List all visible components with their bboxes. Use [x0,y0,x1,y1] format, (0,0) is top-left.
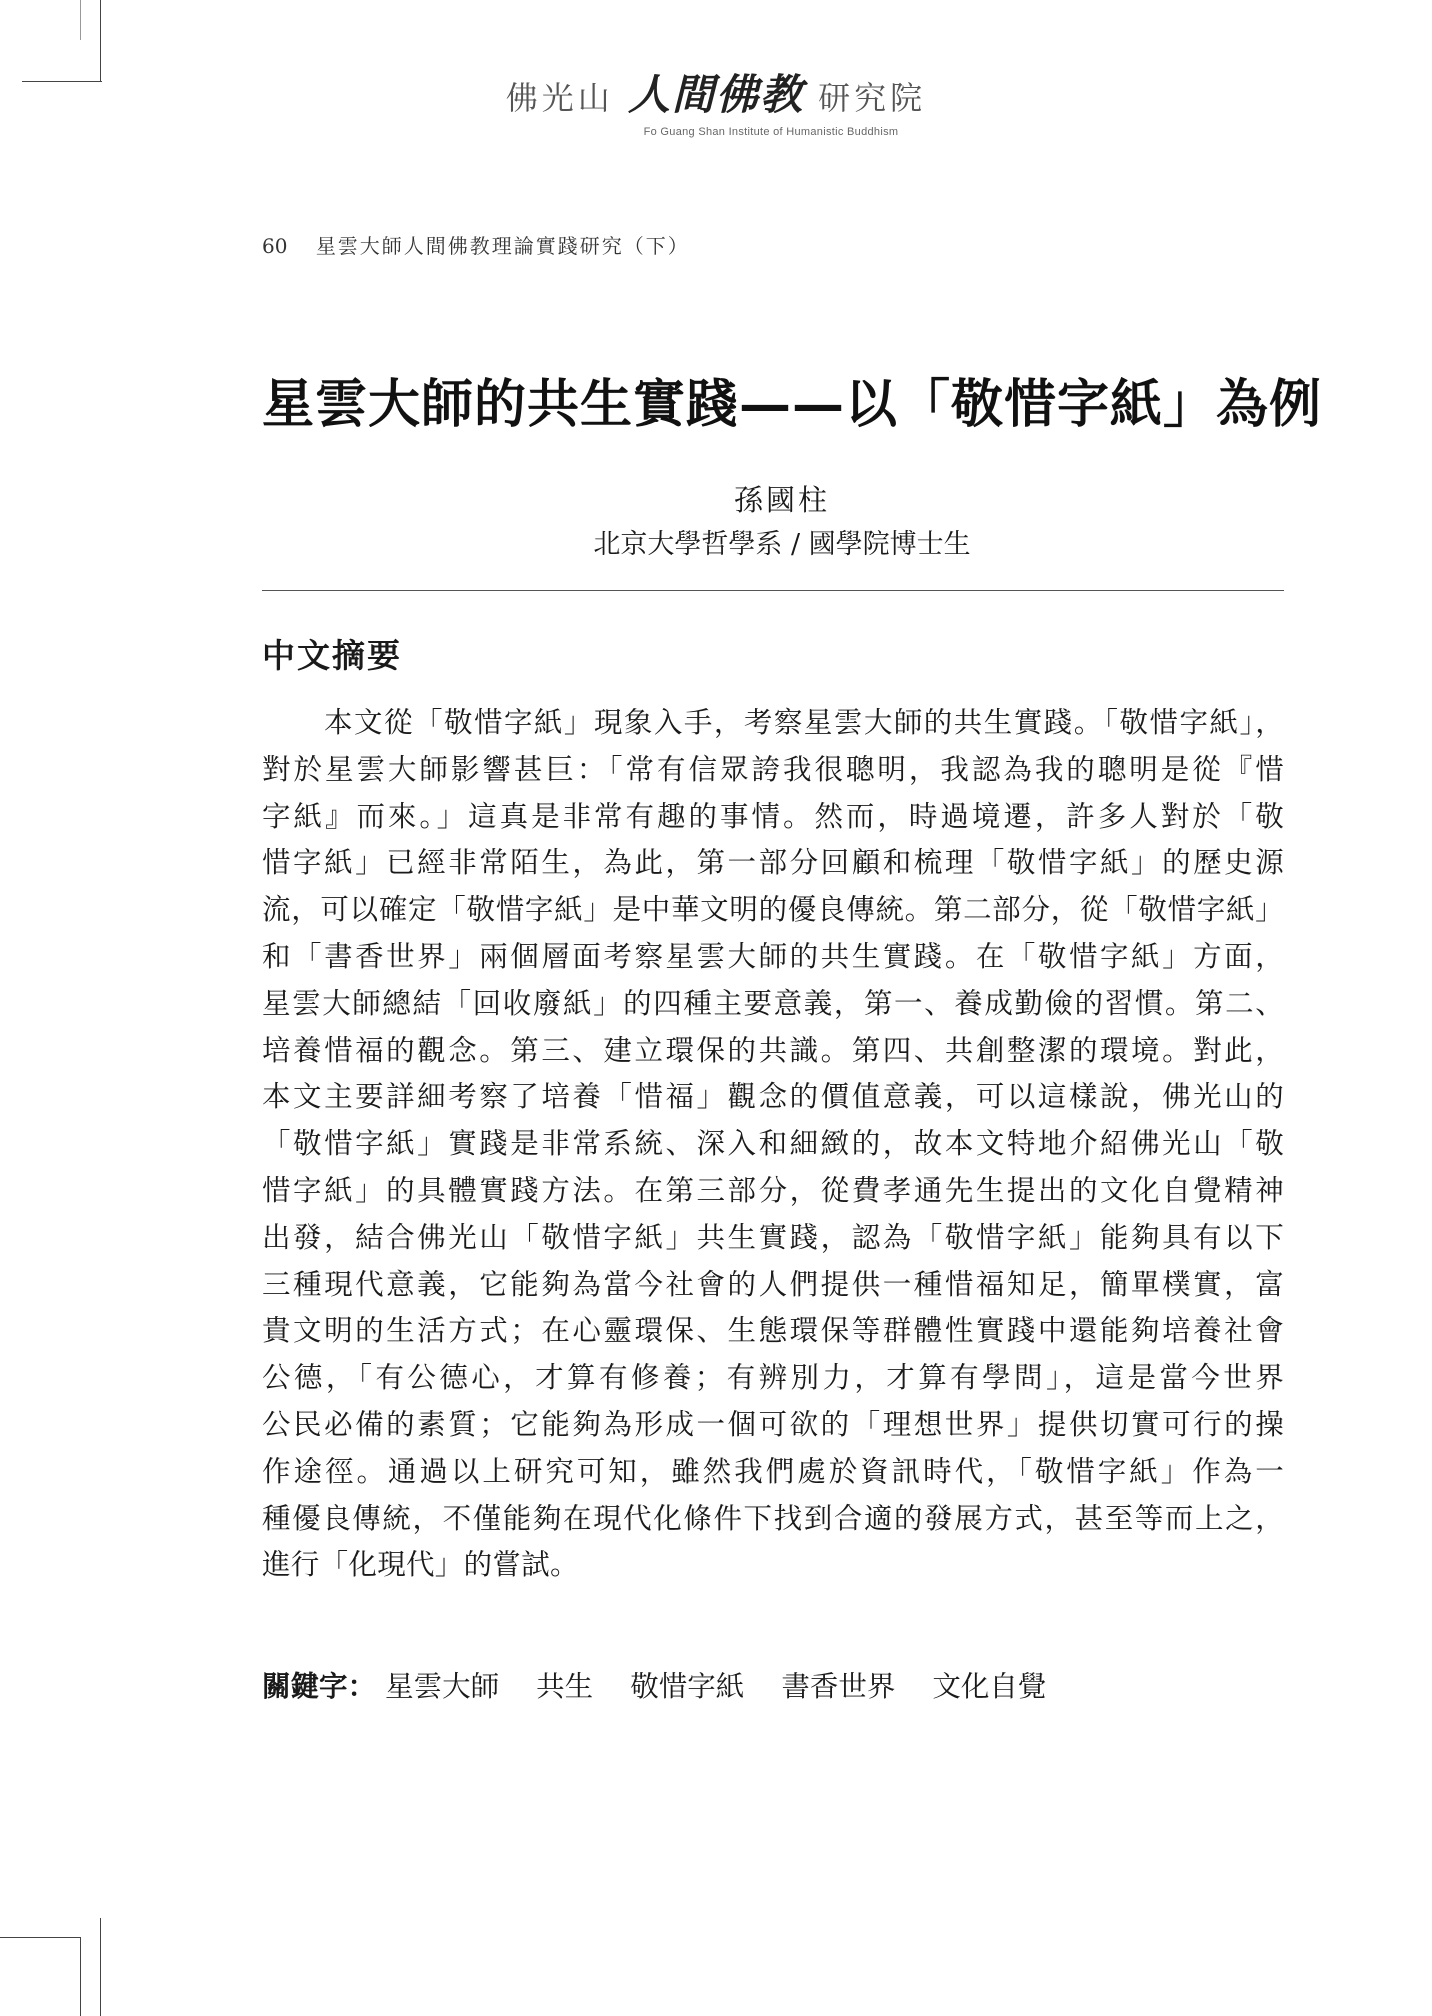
brand-left: 佛光山 [505,79,614,117]
abstract-line: 「敬惜字紙」實踐是非常系統、深入和細緻的，故本文特地介紹佛光山「敬 [262,1127,1284,1161]
keyword: 書香世界 [781,1670,896,1703]
crop-mark-bottom-left-horizontal [0,1937,80,1938]
book-title: 星雲大師人間佛教理論實踐研究（下） [315,234,690,258]
abstract-line: 三種現代意義，它能夠為當今社會的人們提供一種惜福知足，簡單樸實，富 [262,1267,1284,1301]
abstract-line: 對於星雲大師影響甚巨：「常有信眾誇我很聰明，我認為我的聰明是從『惜 [262,752,1284,786]
brand-english: Fo Guang Shan Institute of Humanistic Buddhism [643,126,899,138]
abstract-line: 進行「化現代」的嘗試。 [262,1548,579,1582]
abstract-line: 惜字紙」的具體實踐方法。在第三部分，從費孝通先生提出的文化自覺精神 [262,1173,1284,1207]
brand-logo [0,62,1432,122]
abstract-line: 作途徑。通過以上研究可知，雖然我們處於資訊時代，「敬惜字紙」作為一 [262,1454,1284,1488]
abstract-line: 貴文明的生活方式；在心靈環保、生態環保等群體性實踐中還能夠培養社會 [262,1314,1284,1348]
abstract-line: 本文主要詳細考察了培養「惜福」觀念的價值意義，可以這樣說，佛光山的 [262,1080,1284,1114]
keyword: 文化自覺 [932,1670,1047,1703]
abstract-line: 字紙』而來。」這真是非常有趣的事情。然而，時過境遷，許多人對於「敬 [262,799,1284,833]
abstract-line: 公民必備的素質；它能夠為形成一個可欲的「理想世界」提供切實可行的操 [262,1407,1284,1441]
abstract-line: 流，可以確定「敬惜字紙」是中華文明的優良傳統。第二部分，從「敬惜字紙」 [262,893,1284,927]
abstract-line: 本文從「敬惜字紙」現象入手，考察星雲大師的共生實踐。「敬惜字紙」， [324,706,1284,739]
abstract-line: 培養惜福的觀念。第三、建立環保的共識。第四、共創整潔的環境。對此， [262,1033,1284,1067]
keyword: 敬惜字紙 [630,1670,745,1703]
keywords-label: 關鍵字： [262,1669,377,1703]
abstract-line: 星雲大師總結「回收廢紙」的四種主要意義，第一、養成勤儉的習慣。第二、 [262,986,1284,1020]
page-number: 60 [262,234,288,258]
article-title: 星雲大師的共生實踐——以「敬惜字紙」為例 [262,374,1323,435]
abstract-body [262,700,1284,1589]
keywords [262,1664,1074,1705]
divider [262,590,1284,591]
brand-script: 人間佛教 [627,70,804,119]
abstract-heading: 中文摘要 [262,636,402,675]
institute-brand [0,62,1432,138]
abstract-line: 種優良傳統，不僅能夠在現代化條件下找到合適的發展方式，甚至等而上之， [262,1501,1284,1535]
abstract-line: 出發，結合佛光山「敬惜字紙」共生實踐，認為「敬惜字紙」能夠具有以下 [262,1220,1284,1254]
crop-mark-bottom-left-vertical [100,1918,101,2016]
abstract-line: 惜字紙」已經非常陌生，為此，第一部分回顧和梳理「敬惜字紙」的歷史源 [262,846,1284,880]
crop-mark-top-right-vertical [80,0,81,40]
abstract-line: 公德，「有公德心，才算有修養；有辨別力，才算有學問」，這是當今世界 [262,1361,1284,1395]
brand-right: 研究院 [818,79,927,117]
abstract-line: 和「書香世界」兩個層面考察星雲大師的共生實踐。在「敬惜字紙」方面， [262,939,1284,973]
keyword: 共生 [536,1670,594,1703]
crop-mark-bottom-left-vertical-2 [80,1937,81,2016]
author-affiliation: 北京大學哲學系 / 國學院博士生 [593,529,971,560]
running-head [262,230,690,259]
keyword: 星雲大師 [385,1670,500,1703]
author-name: 孫國柱 [733,483,830,517]
